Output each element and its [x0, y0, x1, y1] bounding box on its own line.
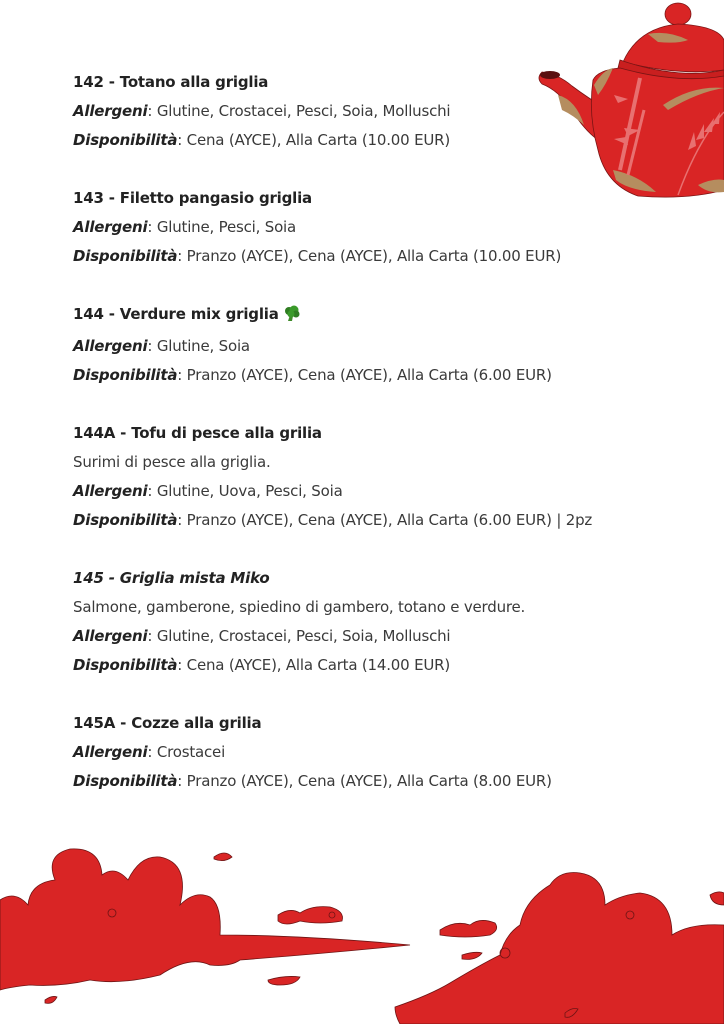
availability-value: Pranzo (AYCE), Cena (AYCE), Alla Carta (8.00 EUR)	[186, 772, 552, 790]
availability-label: Disponibilità	[73, 366, 178, 384]
availability-line: Disponibilità: Cena (AYCE), Alla Carta (10.00 EUR)	[73, 131, 450, 149]
allergens-value: Glutine, Soia	[156, 337, 250, 355]
availability-value: Pranzo (AYCE), Cena (AYCE), Alla Carta (10.00 EUR)	[186, 247, 562, 265]
allergens-label: Allergeni	[73, 102, 148, 120]
allergens-line: Allergeni: Glutine, Pesci, Soia	[73, 218, 297, 236]
availability-line: Disponibilità: Pranzo (AYCE), Cena (AYCE), Alla Carta (6.00 EUR)	[73, 366, 552, 384]
dish-description: Surimi di pesce alla griglia.	[73, 453, 271, 471]
menu-item-143	[73, 184, 693, 271]
dish-title: 143 - Filetto pangasio griglia	[73, 189, 312, 207]
menu-item-145	[73, 564, 693, 680]
availability-label: Disponibilità	[73, 247, 178, 265]
menu-item-142	[73, 68, 693, 155]
allergens-line: Allergeni: Glutine, Crostacei, Pesci, Soia, Molluschi	[73, 627, 451, 645]
availability-value: Pranzo (AYCE), Cena (AYCE), Alla Carta (6.00 EUR)	[186, 366, 552, 384]
menu-item-145a	[73, 709, 693, 796]
availability-value: Cena (AYCE), Alla Carta (10.00 EUR)	[186, 131, 450, 149]
allergens-line: Allergeni: Glutine, Uova, Pesci, Soia	[73, 482, 343, 500]
availability-label: Disponibilità	[73, 656, 178, 674]
availability-value: Pranzo (AYCE), Cena (AYCE), Alla Carta (6.00 EUR) | 2pz	[186, 511, 593, 529]
allergens-value: Glutine, Uova, Pesci, Soia	[156, 482, 343, 500]
dish-title: 144 - Verdure mix griglia	[73, 305, 279, 323]
availability-line: Disponibilità: Pranzo (AYCE), Cena (AYCE), Alla Carta (10.00 EUR)	[73, 247, 562, 265]
menu-item-144	[73, 300, 693, 390]
broccoli-icon	[283, 303, 301, 332]
allergens-value: Glutine, Crostacei, Pesci, Soia, Molluschi	[156, 627, 451, 645]
allergens-value: Glutine, Crostacei, Pesci, Soia, Molluschi	[156, 102, 451, 120]
allergens-value: Crostacei	[156, 743, 226, 761]
clouds-illustration	[0, 835, 724, 1024]
dish-description: Salmone, gamberone, spiedino di gambero, totano e verdure.	[73, 598, 526, 616]
dish-title: 142 - Totano alla griglia	[73, 73, 269, 91]
allergens-label: Allergeni	[73, 743, 148, 761]
allergens-line: Allergeni: Glutine, Soia	[73, 337, 250, 355]
menu-list	[73, 68, 693, 825]
availability-line: Disponibilità: Pranzo (AYCE), Cena (AYCE), Alla Carta (8.00 EUR)	[73, 772, 552, 790]
availability-label: Disponibilità	[73, 131, 178, 149]
availability-label: Disponibilità	[73, 511, 178, 529]
availability-label: Disponibilità	[73, 772, 178, 790]
allergens-value: Glutine, Pesci, Soia	[156, 218, 297, 236]
allergens-label: Allergeni	[73, 218, 148, 236]
menu-item-144a	[73, 419, 693, 535]
allergens-label: Allergeni	[73, 627, 148, 645]
availability-line: Disponibilità: Pranzo (AYCE), Cena (AYCE), Alla Carta (6.00 EUR) | 2pz	[73, 511, 593, 529]
allergens-label: Allergeni	[73, 482, 148, 500]
dish-title: 144A - Tofu di pesce alla grilia	[73, 424, 322, 442]
dish-title: 145A - Cozze alla grilia	[73, 714, 262, 732]
availability-value: Cena (AYCE), Alla Carta (14.00 EUR)	[186, 656, 450, 674]
dish-title: 145 - Griglia mista Miko	[73, 569, 270, 587]
availability-line: Disponibilità: Cena (AYCE), Alla Carta (14.00 EUR)	[73, 656, 450, 674]
allergens-label: Allergeni	[73, 337, 148, 355]
allergens-line: Allergeni: Glutine, Crostacei, Pesci, Soia, Molluschi	[73, 102, 451, 120]
allergens-line: Allergeni: Crostacei	[73, 743, 226, 761]
